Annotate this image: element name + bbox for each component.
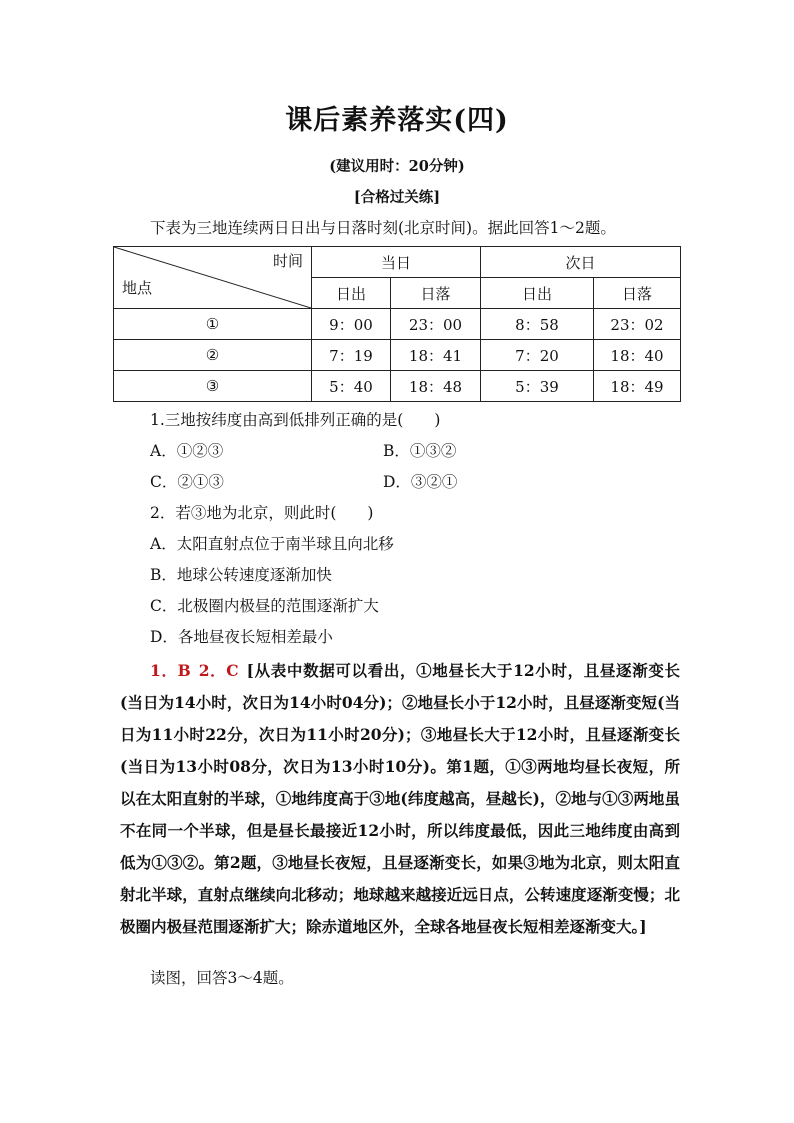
sunrise-sunset-table xyxy=(113,246,681,402)
time-cell: 7：19 xyxy=(312,340,391,371)
answer-key-1: 1．B xyxy=(150,661,191,680)
section-label: [合格过关练] xyxy=(353,189,441,206)
time-cell: 23：02 xyxy=(594,309,681,340)
question-2-option-b: B．地球公转速度逐渐加快 xyxy=(150,566,332,584)
next-question-prompt: 读图，回答3～4题。 xyxy=(150,969,294,987)
answer-key-2: 2．C xyxy=(198,661,239,680)
place-cell: ① xyxy=(114,309,312,340)
question-1-option-c: C．②①③ xyxy=(150,473,224,491)
subheader-cell: 日出 xyxy=(312,278,391,309)
question-1-option-b: B．①③② xyxy=(383,442,457,460)
time-cell: 18：40 xyxy=(594,340,681,371)
table-corner-cell xyxy=(114,247,312,309)
subheader-cell: 日落 xyxy=(391,278,481,309)
subheader-cell: 日落 xyxy=(594,278,681,309)
answer-explanation xyxy=(120,655,680,943)
place-cell: ③ xyxy=(114,371,312,402)
corner-label-time: 时间 xyxy=(272,252,303,270)
suggested-time: (建议用时：20分钟) xyxy=(329,158,465,175)
table-row xyxy=(114,371,681,402)
time-cell: 5：39 xyxy=(481,371,594,402)
corner-label-place: 地点 xyxy=(122,279,153,297)
question-1-option-a: A．①②③ xyxy=(150,442,224,460)
time-cell: 9：00 xyxy=(312,309,391,340)
question-2-option-a: A．太阳直射点位于南半球且向北移 xyxy=(150,535,394,553)
day-header-next: 次日 xyxy=(481,247,681,278)
subheader-cell: 日出 xyxy=(481,278,594,309)
question-1-option-d: D．③②① xyxy=(383,473,458,491)
time-cell: 18：41 xyxy=(391,340,481,371)
question-2-option-d: D．各地昼夜长短相差最小 xyxy=(150,628,333,646)
question-1-stem: 1.三地按纬度由高到低排列正确的是( ) xyxy=(150,411,441,429)
time-cell: 8：58 xyxy=(481,309,594,340)
question-2-stem: 2．若③地为北京，则此时( ) xyxy=(150,504,374,522)
explanation-text: [从表中数据可以看出，①地昼长大于12小时，且昼逐渐变长(当日为14小时，次日为14小时04分)；②地昼长小于12小时，且昼逐渐变短(当日为11小时22分，次日为11小时20分)；③地昼长大于12小时，且昼逐渐变长(当日为13小时08分，次日为13小时10分)。第1题，①③两地均昼长夜短，所以在太阳直射的半球，①地纬度高于③地(纬度越高，昼越长)，②地与①③两地虽不在同一个半球，但是昼长最接近12小时，所以纬度最低，因此三地纬度由高到低为①③②。第2题，③地昼长夜短，且昼逐渐变长，如果③地为北京，则太阳直射北半球，直射点继续向北移动；地球越来越接近远日点，公转速度逐渐变慢；北极圈内极昼范围逐渐扩大；除赤道地区外，全球各地昼夜长短相差逐渐变大。] xyxy=(120,661,681,936)
time-cell: 23：00 xyxy=(391,309,481,340)
page-title: 课后素养落实(四) xyxy=(285,105,509,136)
table-row xyxy=(114,309,681,340)
question-2-option-c: C．北极圈内极昼的范围逐渐扩大 xyxy=(150,597,379,615)
time-cell: 18：48 xyxy=(391,371,481,402)
time-cell: 7：20 xyxy=(481,340,594,371)
place-cell: ② xyxy=(114,340,312,371)
table-row xyxy=(114,340,681,371)
intro-text: 下表为三地连续两日日出与日落时刻(北京时间)。据此回答1～2题。 xyxy=(150,219,616,237)
time-cell: 5：40 xyxy=(312,371,391,402)
day-header-today: 当日 xyxy=(312,247,481,278)
time-cell: 18：49 xyxy=(594,371,681,402)
